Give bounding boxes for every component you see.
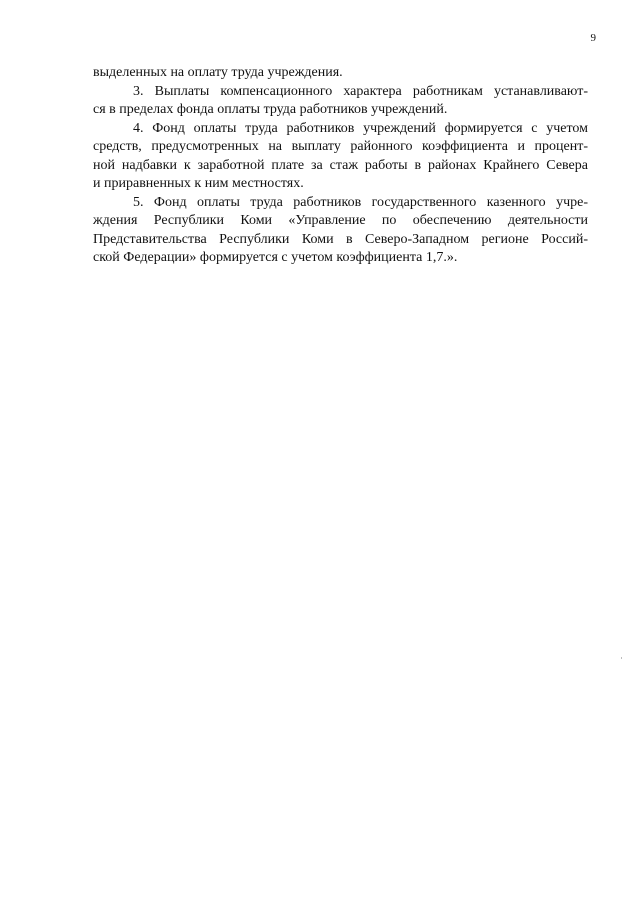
text-line: выделенных на оплату труда учреждения. xyxy=(93,65,343,80)
scan-speck xyxy=(621,657,622,659)
page-number: 9 xyxy=(590,32,596,44)
paragraph-4-line: 4. Фонд оплаты труда работников учреждений формируется с учетом xyxy=(133,120,588,136)
paragraph-4-line: средств, предусмотренных на выплату районного коэффициента и процент- xyxy=(93,139,588,154)
paragraph-4-line: и приравненных к ним местностях. xyxy=(93,176,304,191)
document-body xyxy=(93,64,588,268)
paragraph-5-line: ждения Республики Коми «Управление по обеспечению деятельности xyxy=(93,213,588,228)
paragraph-5-line: Представительства Республики Коми в Северо-Западном регионе Россий- xyxy=(93,231,588,247)
paragraph-4-line: ной надбавки к заработной плате за стаж работы в районах Крайнего Севера xyxy=(93,157,588,173)
paragraph-5-line: ской Федерации» формируется с учетом коэффициента 1,7.». xyxy=(93,250,458,265)
paragraph-3-line: 3. Выплаты компенсационного характера работникам устанавливают- xyxy=(133,83,588,99)
paragraph-3-line: ся в пределах фонда оплаты труда работников учреждений. xyxy=(93,102,448,117)
paragraph-5-line: 5. Фонд оплаты труда работников государственного казенного учре- xyxy=(133,194,588,210)
